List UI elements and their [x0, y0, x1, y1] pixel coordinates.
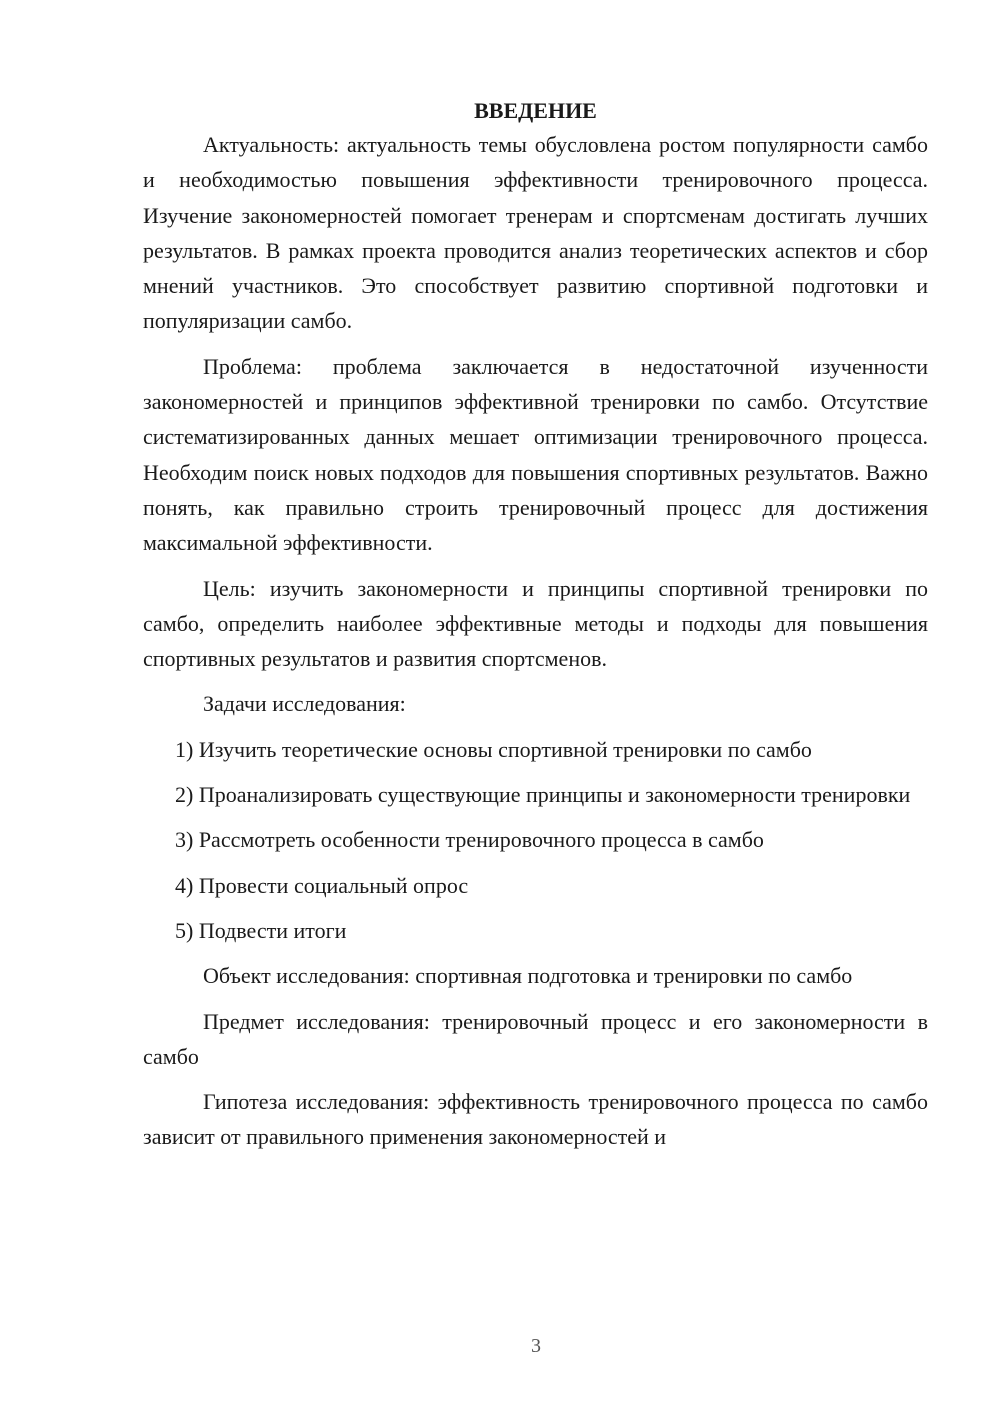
paragraph-goal: Цель: изучить закономерности и принципы спортивной тренировки по самбо, определить наиболее эффективные методы и подходы для повышения спортивных результатов и развития спортсменов.: [143, 575, 928, 672]
paragraph-relevance: Актуальность: актуальность темы обусловлена ростом популярности самбо и необходимостью повышения эффективности тренировочного процесса. Изучение закономерностей помогает тренерам и спортсменам достигать лучших результатов. В рамках проекта проводится анализ теоретических аспектов и сбор мнений участников. Это способствует развитию спортивной подготовки и популяризации самбо.: [143, 132, 928, 334]
tasks-heading: Задачи исследования:: [203, 691, 406, 717]
page-number: 3: [531, 1335, 541, 1357]
list-item-task-4: 4) Провести социальный опрос: [175, 872, 469, 898]
paragraph-problem: Проблема: проблема заключается в недостаточной изученности закономерностей и принципов эффективной тренировки по самбо. Отсутствие систематизированных данных мешает оптимизации тренировочного процесса. Необходим поиск новых подходов для повышения спортивных результатов. Важно понять, как правильно строить тренировочный процесс для достижения максимальной эффективности.: [143, 353, 928, 556]
list-item-task-2: 2) Проанализировать существующие принципы и закономерности тренировки: [175, 782, 911, 808]
list-item-task-3: 3) Рассмотреть особенности тренировочного процесса в самбо: [175, 827, 764, 853]
page-title: ВВЕДЕНИЕ: [474, 98, 597, 123]
list-item-task-5: 5) Подвести итоги: [175, 917, 347, 943]
document-page: [143, 93, 928, 1165]
paragraph-hypothesis: Гипотеза исследования: эффективность тренировочного процесса по самбо зависит от правильного применения закономерностей и: [143, 1089, 928, 1150]
list-item-task-1: 1) Изучить теоретические основы спортивной тренировки по самбо: [175, 736, 812, 762]
paragraph-subject: Предмет исследования: тренировочный процесс и его закономерности в самбо: [143, 1008, 928, 1069]
paragraph-object: Объект исследования: спортивная подготовка и тренировки по самбо: [203, 963, 853, 989]
